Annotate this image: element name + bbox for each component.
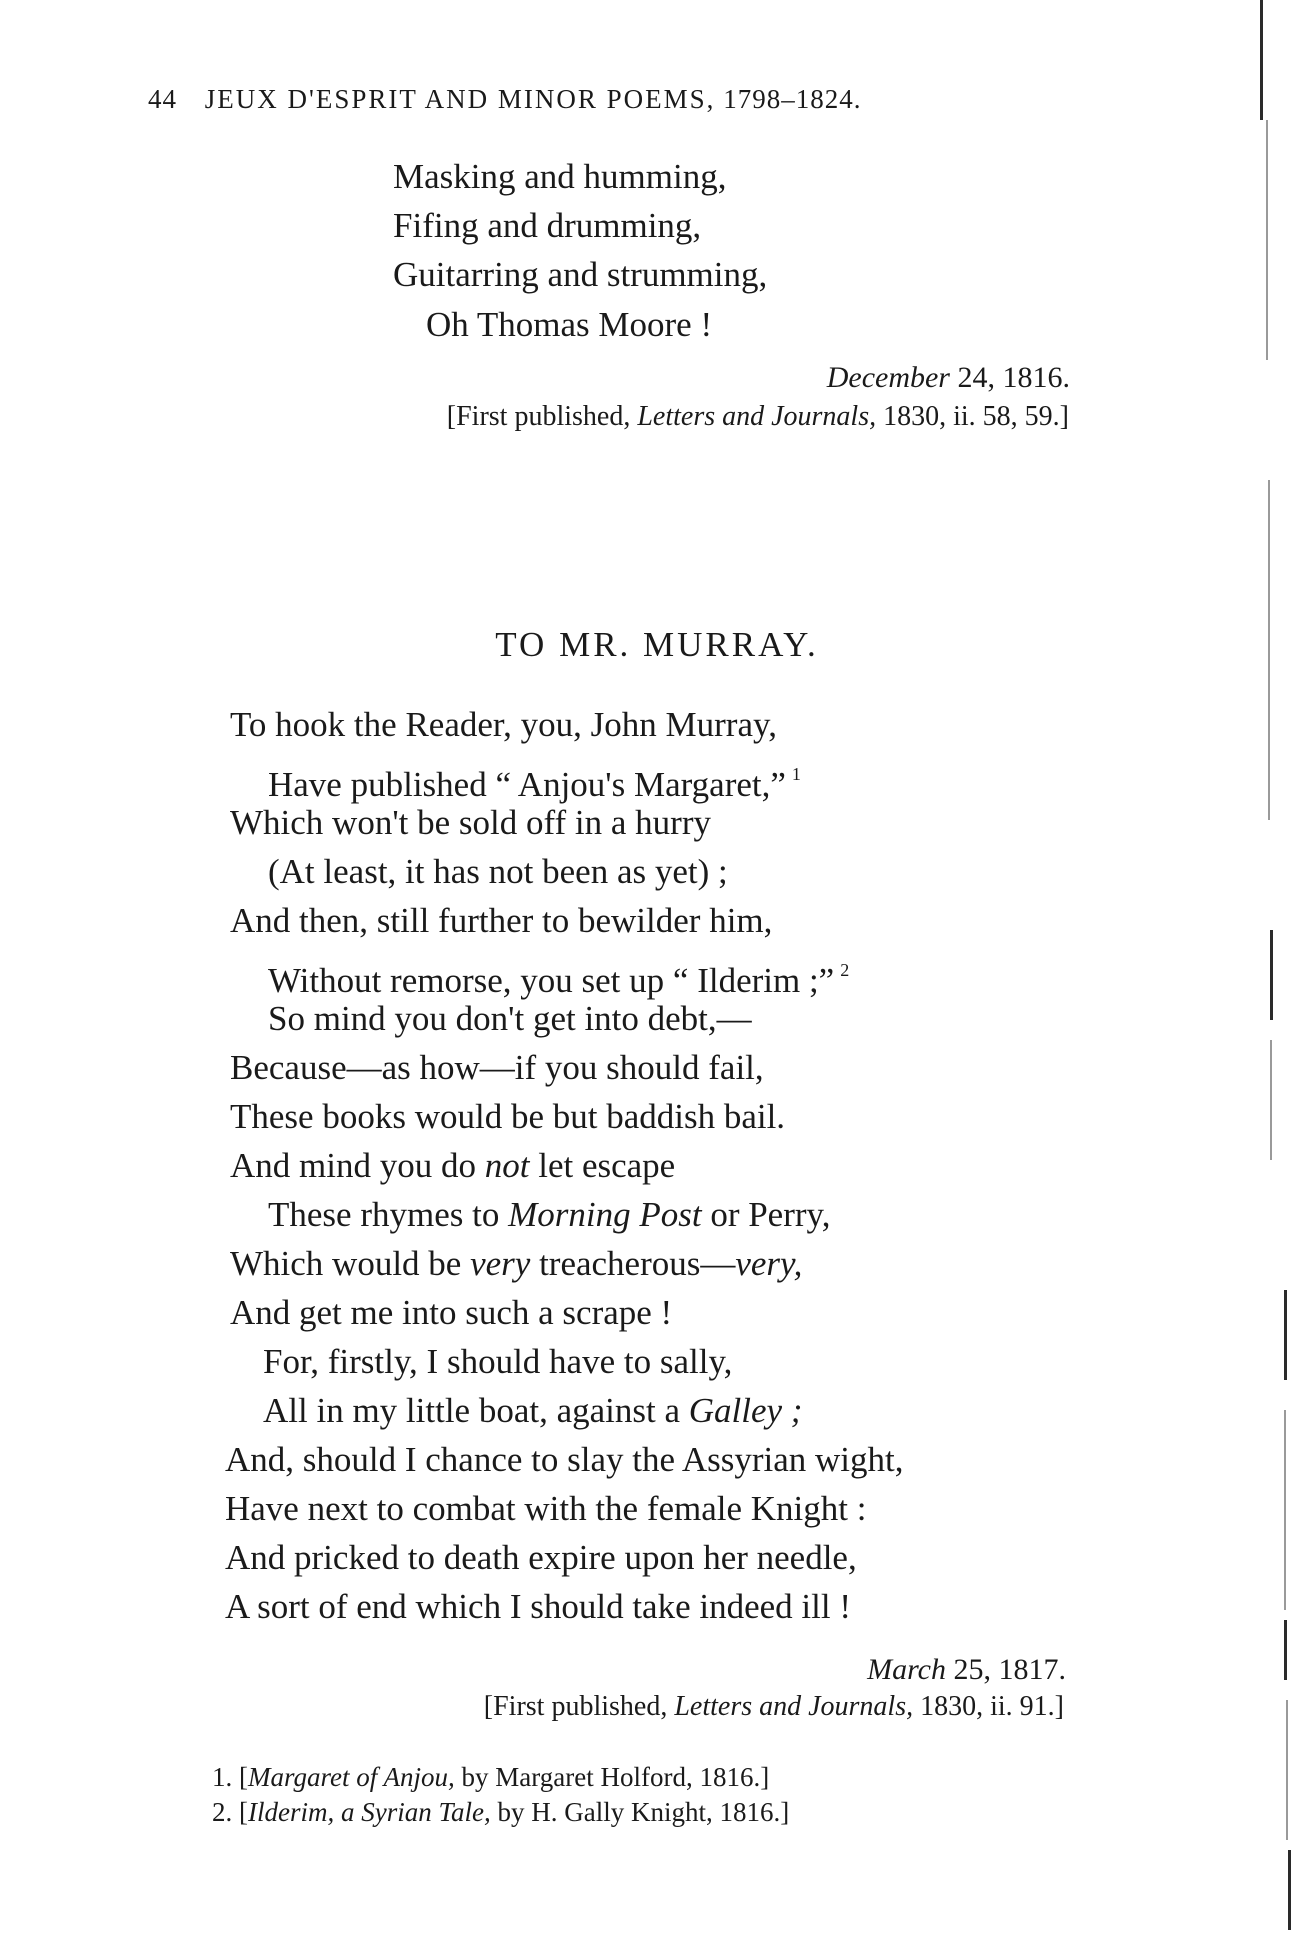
publication-note: [484, 1691, 1064, 1723]
publication-note: [447, 401, 1069, 433]
poem-line: (At least, it has not been as yet) ;: [268, 852, 728, 891]
footnote-title: Ilderim, a Syrian Tale,: [248, 1797, 491, 1827]
poem-line: These books would be but baddish bail.: [230, 1097, 786, 1136]
poem-line: A sort of end which I should take indeed ill !: [225, 1587, 851, 1626]
date-rest: 25, 1817.: [953, 1653, 1066, 1686]
poem-line-text: Without remorse, you set up “ Ilderim ;”: [268, 961, 835, 1000]
date-rest: 24, 1816.: [957, 361, 1070, 394]
page-edge-mark: [1270, 1040, 1272, 1160]
running-title: JEUX D'ESPRIT AND MINOR POEMS,: [204, 84, 716, 114]
footnote: [212, 1797, 789, 1828]
poem-line-text: let escape: [538, 1146, 676, 1185]
page-edge-mark: [1288, 1850, 1291, 1930]
footnote-mark: 1: [791, 764, 801, 784]
poem-date: [867, 1653, 1066, 1687]
poem-line: And, should I chance to slay the Assyrian wight,: [225, 1440, 904, 1479]
poem-line-emphasis: very,: [735, 1244, 803, 1283]
footnote-open: [: [239, 1762, 248, 1792]
poem-line-text: All in my little boat, against a: [263, 1391, 681, 1430]
poem-line: For, firstly, I should have to sally,: [263, 1342, 733, 1381]
publication-title: Letters and Journals,: [674, 1691, 914, 1722]
publication-suffix: 1830, ii. 91.]: [920, 1691, 1064, 1722]
poem-line-emphasis: Morning Post: [508, 1195, 702, 1234]
footnote-mark: 2: [840, 960, 850, 980]
poem-line: And get me into such a scrape !: [230, 1293, 673, 1332]
date-month: December: [826, 361, 950, 394]
poem-line: Fifing and drumming,: [393, 206, 702, 245]
page-edge-mark: [1286, 1700, 1288, 1840]
poem-line: Because—as how—if you should fail,: [230, 1048, 764, 1087]
page-edge-mark: [1284, 1410, 1286, 1610]
page-edge-mark: [1266, 120, 1268, 360]
footnote-title: Margaret of Anjou,: [248, 1762, 455, 1792]
poem-line: To hook the Reader, you, John Murray,: [230, 705, 777, 744]
publication-suffix: 1830, ii. 58, 59.]: [883, 401, 1069, 432]
poem-line: [268, 754, 801, 805]
page-number: 44: [148, 84, 177, 114]
poem-line-text: These rhymes to: [268, 1195, 500, 1234]
footnote-number: 1.: [212, 1762, 233, 1792]
poem-line: Guitarring and strumming,: [393, 255, 768, 294]
poem-line-emphasis: not: [484, 1146, 530, 1185]
poem-line: Masking and humming,: [393, 157, 727, 196]
date-month: March: [867, 1653, 946, 1686]
poem-line: Have next to combat with the female Knight :: [225, 1489, 867, 1528]
publication-title: Letters and Journals,: [637, 401, 877, 432]
poem-line: Oh Thomas Moore !: [426, 305, 713, 344]
poem-date: [827, 361, 1070, 395]
publication-prefix: [First published,: [446, 401, 631, 432]
poem-line: [268, 1195, 831, 1235]
poem-line: [268, 950, 849, 1001]
page-edge-mark: [1260, 0, 1263, 120]
footnote-open: [: [239, 1797, 248, 1827]
poem-line-emphasis: very: [470, 1244, 531, 1283]
page-edge-mark: [1268, 480, 1270, 820]
poem-line-text: Have published “ Anjou's Margaret,”: [268, 765, 786, 804]
poem-line: Which won't be sold off in a hurry: [230, 803, 711, 842]
poem-line-text: Which would be: [230, 1244, 462, 1283]
footnote: [212, 1762, 769, 1793]
page-edge-mark: [1284, 1620, 1287, 1680]
running-title-years: 1798–1824.: [723, 84, 862, 114]
poem-line-text: And mind you do: [230, 1146, 476, 1185]
poem-line: [263, 1391, 802, 1431]
publication-prefix: [First published,: [483, 1691, 668, 1722]
poem-line-text: or Perry,: [710, 1195, 831, 1234]
poem-line: And then, still further to bewilder him,: [230, 901, 773, 940]
poem-line: So mind you don't get into debt,—: [268, 999, 752, 1038]
footnote-text: by H. Gally Knight, 1816.]: [497, 1797, 790, 1827]
page-edge-mark: [1284, 1290, 1287, 1380]
poem-line: And pricked to death expire upon her needle,: [225, 1538, 857, 1577]
poem-title: TO MR. MURRAY.: [495, 625, 819, 664]
poem-line: [230, 1146, 675, 1186]
poem-line-emphasis: Galley ;: [688, 1391, 803, 1430]
poem-line-text: treacherous—: [539, 1244, 736, 1283]
poem-line: [230, 1244, 802, 1284]
running-header: [148, 84, 861, 115]
page-edge-mark: [1270, 930, 1273, 1020]
footnote-text: by Margaret Holford, 1816.]: [461, 1762, 770, 1792]
footnote-number: 2.: [212, 1797, 233, 1827]
